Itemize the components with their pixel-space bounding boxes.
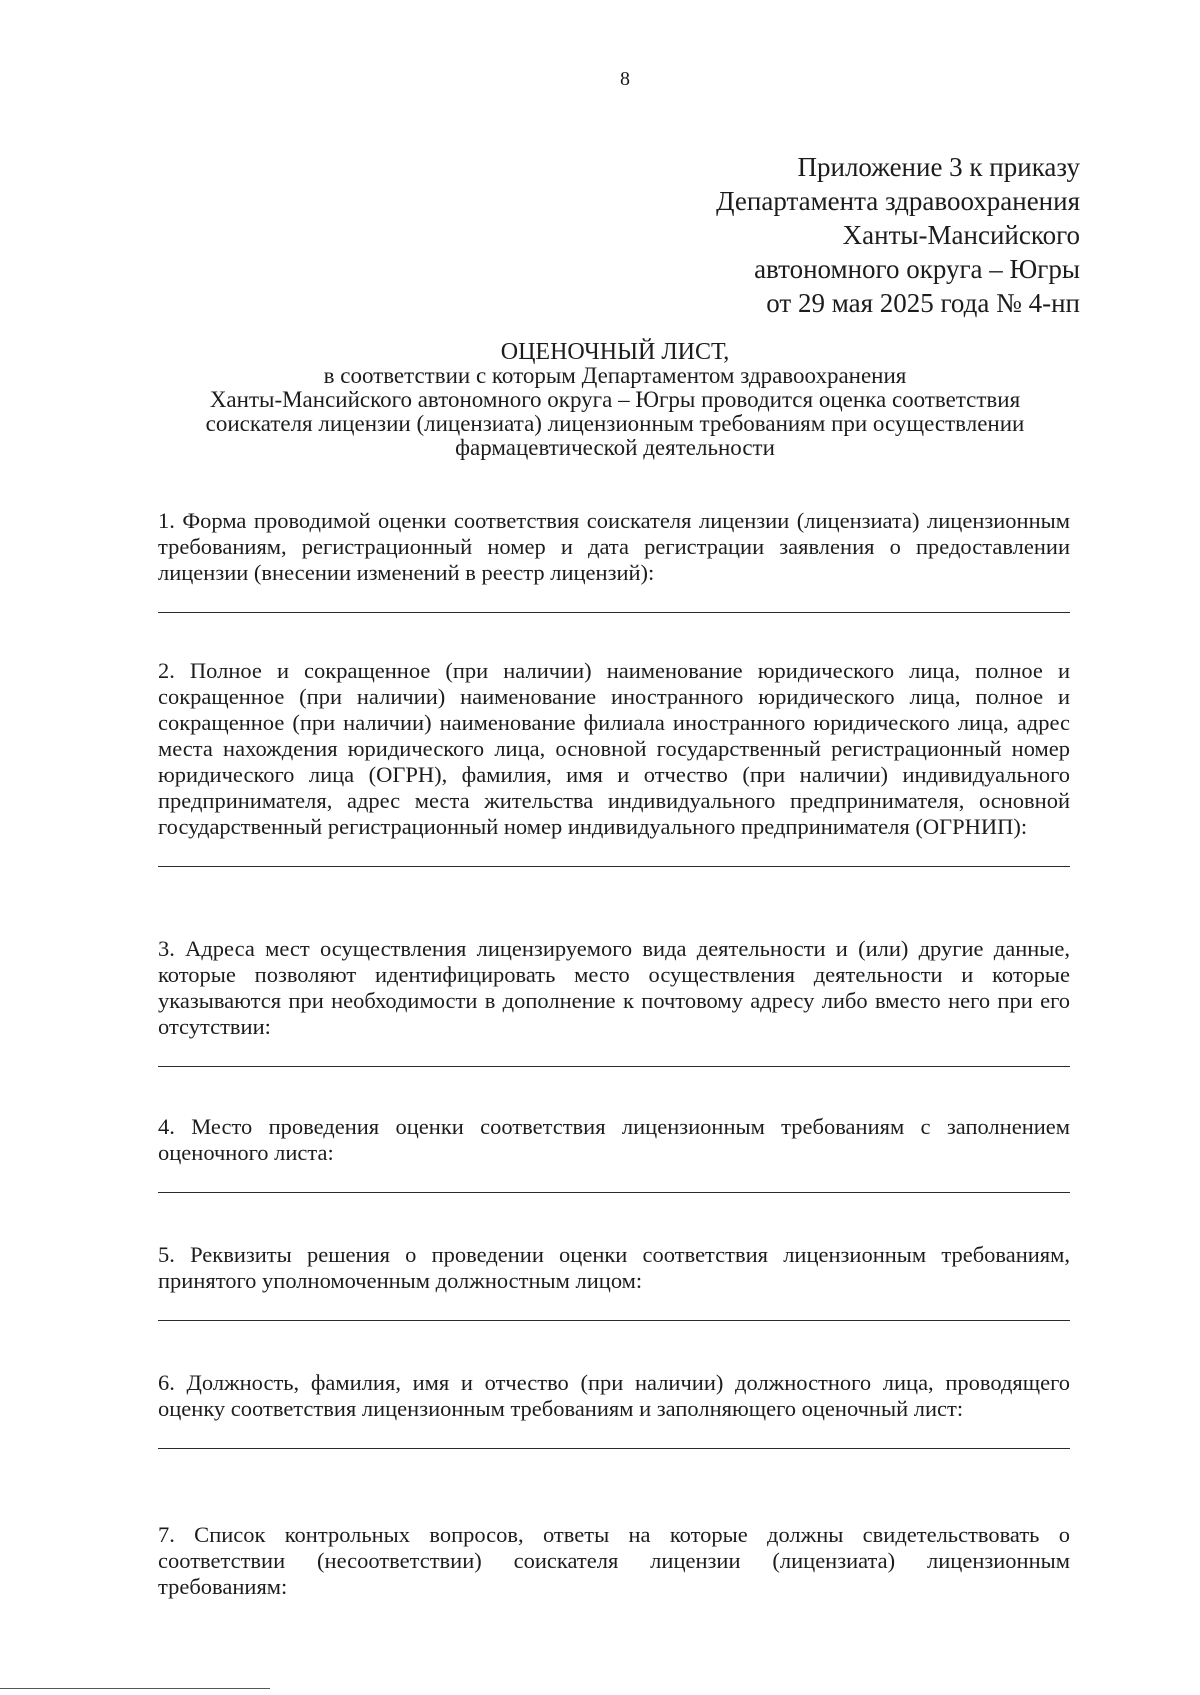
form-section-1	[158, 508, 1070, 658]
title-line: в соответствии с которым Департаментом здравоохранения	[323, 363, 907, 388]
section-text: 7. Список контрольных вопросов, ответы на которые должны свидетельствовать о соответствии (несоответствии) соискателя лицензии (лицензиата) лицензионным требованиям:	[158, 1522, 1070, 1599]
form-section-3	[158, 936, 1070, 1114]
form-section-2	[158, 658, 1070, 936]
header-line: от 29 мая 2025 года № 4-нп	[766, 288, 1080, 318]
page-number: 8	[620, 68, 630, 90]
form-section-4	[158, 1114, 1070, 1242]
form-section-5	[158, 1242, 1070, 1370]
fill-in-line[interactable]	[158, 1066, 1070, 1067]
fill-in-line[interactable]	[158, 612, 1070, 613]
title-line: Ханты-Мансийского автономного округа – Югры проводится оценка соответствия	[209, 387, 1021, 412]
header-line: автономного округа – Югры	[754, 254, 1080, 284]
section-text: 1. Форма проводимой оценки соответствия соискателя лицензии (лицензиата) лицензионным требованиям, регистрационный номер и дата регистрации заявления о предоставлении лицензии (внесении изменений в реестр лицензий):	[158, 508, 1070, 585]
section-text: 2. Полное и сокращенное (при наличии) наименование юридического лица, полное и сокращенное (при наличии) наименование иностранного юридического лица, полное и сокращенное (при наличии) наименование филиала иностранного юридического лица, адрес места нахождения юридического лица, основной государственный регистрационный номер юридического лица (ОГРН), фамилия, имя и отчество (при наличии) индивидуального предпринимателя, адрес места жительства индивидуального предпринимателя, основной государственный регистрационный номер индивидуального предпринимателя (ОГРНИП):	[158, 658, 1070, 839]
section-text: 5. Реквизиты решения о проведении оценки соответствия лицензионным требованиям, принятого уполномоченным должностным лицом:	[158, 1242, 1070, 1293]
fill-in-line[interactable]	[158, 1192, 1070, 1193]
fill-in-line[interactable]	[158, 866, 1070, 867]
title-main: ОЦЕНОЧНЫЙ ЛИСТ,	[500, 339, 730, 365]
form-sections	[158, 508, 1070, 1600]
section-text: 3. Адреса мест осуществления лицензируемого вида деятельности и (или) другие данные, которые позволяют идентифицировать место осуществления деятельности и которые указываются при необходимости в дополнение к почтовому адресу либо вместо него при его отсутствии:	[158, 936, 1070, 1039]
title-line: фармацевтической деятельности	[455, 435, 775, 460]
form-section-7	[158, 1522, 1070, 1600]
header-line: Департамента здравоохранения	[716, 186, 1080, 216]
fill-in-line[interactable]	[158, 1320, 1070, 1321]
appendix-header	[520, 150, 1080, 320]
section-text: 4. Место проведения оценки соответствия лицензионным требованиям с заполнением оценочного листа:	[158, 1114, 1070, 1165]
fill-in-line[interactable]	[158, 1448, 1070, 1449]
footnote-divider	[0, 1688, 270, 1689]
title-line: соискателя лицензии (лицензиата) лицензионным требованиям при осуществлении	[205, 411, 1025, 436]
header-line: Приложение 3 к приказу	[797, 152, 1080, 182]
document-title	[150, 340, 1080, 460]
form-section-6	[158, 1370, 1070, 1522]
section-text: 6. Должность, фамилия, имя и отчество (при наличии) должностного лица, проводящего оценку соответствия лицензионным требованиям и заполняющего оценочный лист:	[158, 1370, 1070, 1421]
header-line: Ханты-Мансийского	[842, 220, 1080, 250]
